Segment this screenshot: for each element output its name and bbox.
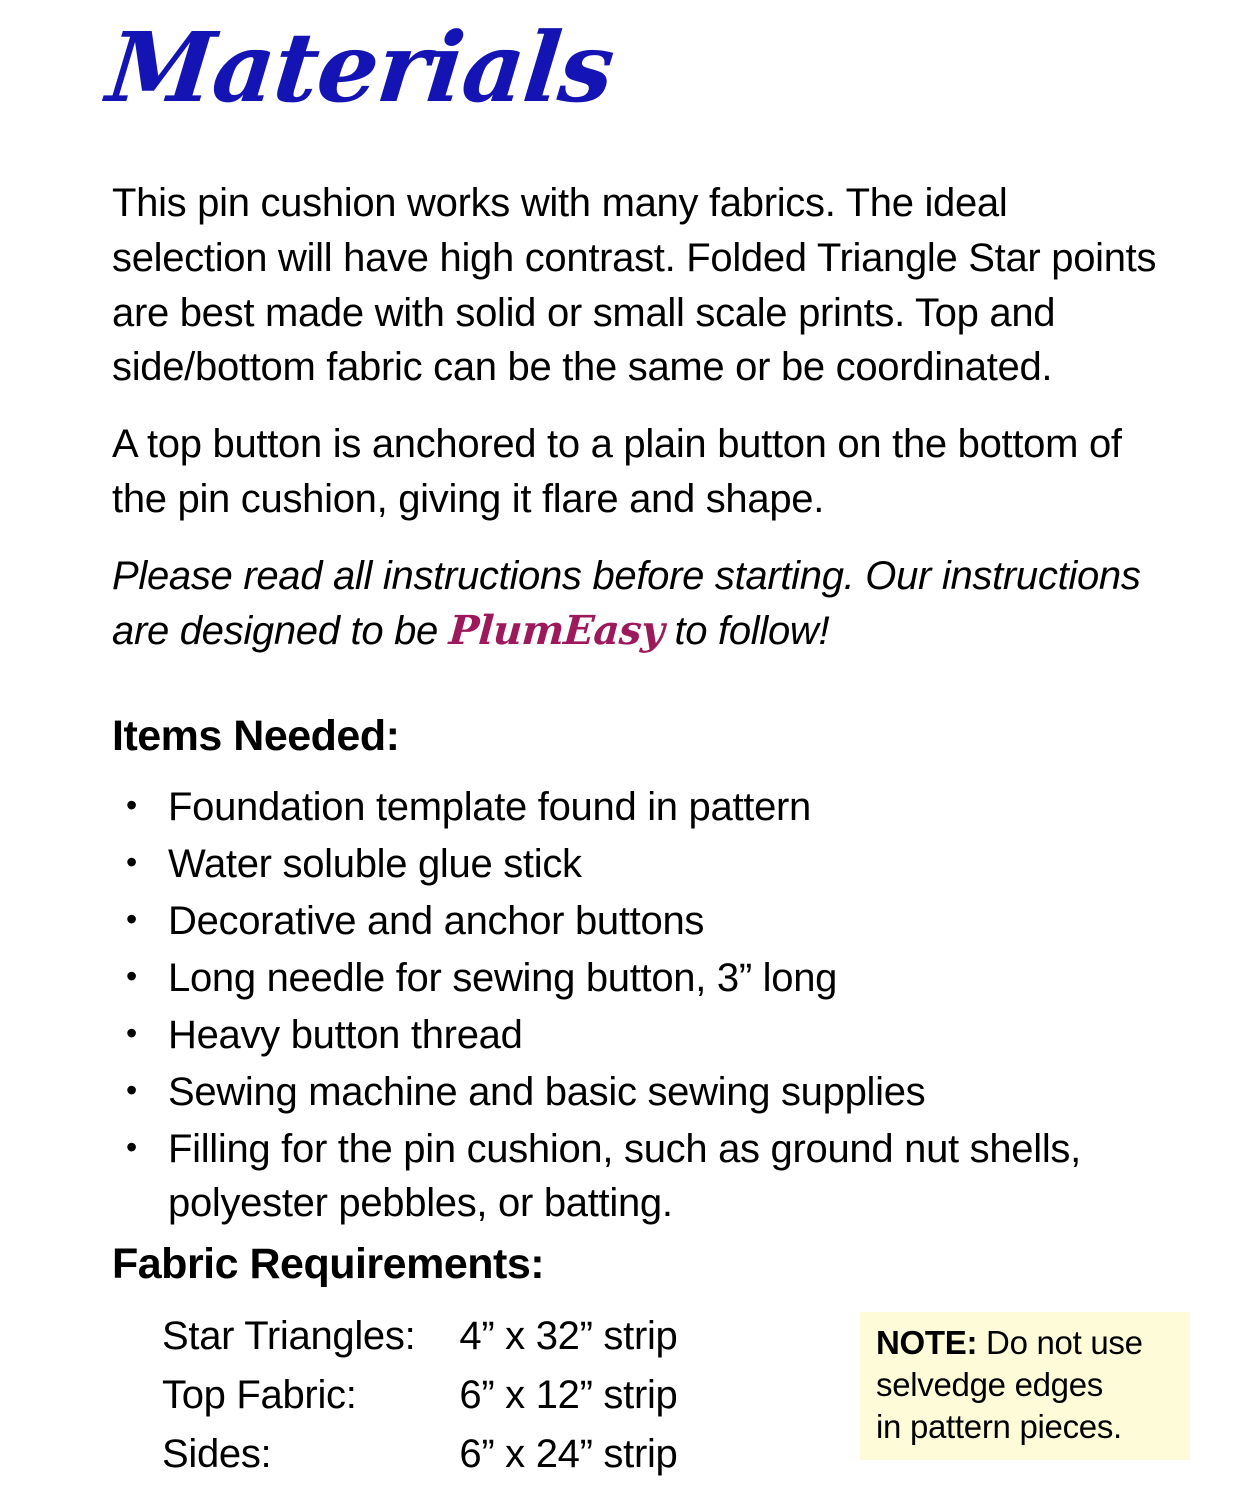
table-row <box>162 1428 678 1487</box>
fabric-row-value: 4” x 32” strip <box>459 1314 678 1358</box>
list-item <box>118 951 1198 1005</box>
list-item-label: Foundation template found in pattern <box>168 785 811 829</box>
paragraph-2: A top button is anchored to a plain button on the bottom of the pin cushion, giving it flare and shape. <box>112 422 1122 521</box>
paragraph-instructions-note <box>112 549 1172 659</box>
list-item-label: Filling for the pin cushion, such as ground nut shells, polyester pebbles, or batting. <box>168 1127 1081 1225</box>
instructions-note-pre: Please read all instructions before starting. Our instructions are designed to be <box>112 553 1141 653</box>
fabric-row-label: Star Triangles: <box>162 1314 416 1358</box>
list-item-label: Heavy button thread <box>168 1013 523 1057</box>
note-line-1-text: Do not use <box>977 1324 1143 1361</box>
table-row <box>162 1369 678 1428</box>
plumeasy-brand-wordmark: PlumEasy <box>447 606 666 654</box>
list-item <box>118 1065 1198 1119</box>
list-item <box>118 837 1198 891</box>
bullet-icon: • <box>126 958 137 994</box>
bullet-icon: • <box>126 787 137 823</box>
note-callout-box <box>860 1312 1190 1460</box>
list-item-label: Decorative and anchor buttons <box>168 899 705 943</box>
fabric-row-label: Sides: <box>162 1431 272 1476</box>
bullet-icon: • <box>126 901 137 937</box>
bullet-icon: • <box>126 1015 137 1051</box>
page-title-text: Materials <box>102 11 619 124</box>
list-item-label: Sewing machine and basic sewing supplies <box>168 1070 926 1114</box>
intro-text-block <box>112 176 1172 680</box>
note-line-2: selvedge edges <box>876 1365 1103 1403</box>
note-line-1 <box>876 1322 1176 1364</box>
fabric-requirements-heading: Fabric Requirements: <box>112 1240 545 1288</box>
items-needed-list <box>118 780 1198 1233</box>
fabric-requirements-table <box>162 1310 678 1486</box>
bullet-icon: • <box>126 1129 137 1165</box>
note-line-3: in pattern pieces. <box>876 1407 1122 1445</box>
fabric-row-label: Top Fabric: <box>162 1372 357 1417</box>
paragraph-1: This pin cushion works with many fabrics. The ideal selection will have high contrast. Folded Triangle Star points are best made with solid or small scale prints. Top and side/bottom fabric can be the same or be coordinated. <box>112 181 1157 390</box>
note-label: NOTE: <box>876 1324 978 1361</box>
instructions-note-post: to follow! <box>663 608 830 653</box>
list-item-label: Water soluble glue stick <box>168 842 582 886</box>
bullet-icon: • <box>126 1072 137 1108</box>
list-item <box>118 1122 1198 1230</box>
bullet-icon: • <box>126 844 137 880</box>
fabric-row-value: 6” x 24” strip <box>459 1431 678 1476</box>
list-item-label: Long needle for sewing button, 3” long <box>168 956 838 1000</box>
list-item <box>118 780 1198 834</box>
list-item <box>118 1008 1198 1062</box>
items-needed-heading: Items Needed: <box>112 712 400 760</box>
fabric-row-value: 6” x 12” strip <box>459 1372 678 1417</box>
list-item <box>118 894 1198 948</box>
page-title <box>102 11 619 124</box>
table-row <box>162 1310 678 1369</box>
